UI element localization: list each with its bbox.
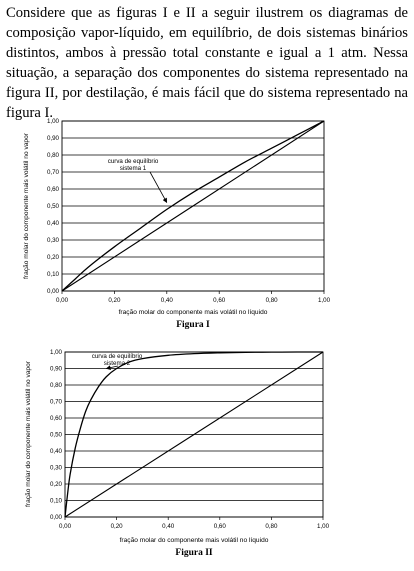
y-tick-label: 0,30 — [49, 464, 62, 472]
question-line: Considere que as figuras I e II a seguir ilustrem os diagramas — [6, 5, 389, 21]
x-tick-label: 0,60 — [213, 297, 226, 304]
y-tick-label: 0,00 — [49, 514, 62, 521]
y-tick-label: 0,50 — [49, 431, 62, 439]
annotation-arrow — [150, 172, 167, 203]
y-tick-label: 0,50 — [46, 203, 59, 210]
y-tick-label: 0,60 — [46, 186, 59, 193]
question-line: que do sistema representado na figura I. — [6, 85, 408, 121]
x-tick-label: 0,20 — [110, 523, 123, 530]
x-tick-label: 0,40 — [160, 297, 173, 304]
x-tick-label: 0,40 — [162, 523, 175, 530]
x-tick-label: 0,00 — [58, 523, 72, 530]
x-tick-label: 0,00 — [55, 297, 69, 304]
question-text — [6, 3, 408, 123]
y-tick-label: 0,80 — [49, 382, 62, 389]
figure-2-chart — [0, 346, 414, 571]
x-axis-label: fração molar do componente mais volátil no líquido — [119, 537, 269, 544]
x-tick-label: 0,80 — [265, 297, 278, 304]
y-tick-label: 0,80 — [46, 152, 59, 159]
curve-annotation: curva de equilíbrio sistema 2 — [91, 353, 143, 367]
curve-annotation: curva de equilíbrio sistema 1 — [107, 158, 159, 172]
y-tick-label: 0,40 — [46, 220, 59, 227]
y-axis-label: fração molar do componente mais volátil no vapor — [25, 361, 32, 507]
y-tick-label: 0,40 — [49, 448, 62, 455]
x-tick-label: 0,80 — [265, 523, 278, 530]
y-tick-label: 0,10 — [49, 497, 62, 505]
question-line: binários distintos, ambos à pressão total constante e igual a — [6, 25, 408, 61]
y-tick-label: 0,60 — [49, 415, 62, 422]
question-line: 1 atm. Nessa situação, a separação dos componentes do — [6, 45, 409, 81]
question-line: de composição vapor-líquido, em equilíbrio, de dois sistemas — [6, 5, 408, 41]
y-tick-label: 0,70 — [49, 398, 62, 406]
question-line: sistema representado na figura II, por destilação, é mais fácil — [6, 65, 408, 101]
y-tick-label: 0,10 — [46, 271, 59, 278]
x-tick-label: 1,00 — [316, 523, 330, 530]
y-tick-label: 1,00 — [46, 118, 59, 125]
y-axis-label: fração molar do componente mais volátil no vapor — [23, 133, 30, 279]
figure-caption: Figura I — [176, 320, 210, 330]
figure-caption: Figura II — [175, 548, 213, 558]
y-tick-label: 0,00 — [46, 288, 59, 295]
y-tick-label: 1,00 — [49, 349, 62, 356]
y-tick-label: 0,30 — [46, 237, 59, 244]
y-tick-label: 0,70 — [46, 169, 59, 176]
y-tick-label: 0,90 — [49, 365, 62, 373]
x-tick-label: 1,00 — [317, 297, 331, 304]
y-tick-label: 0,90 — [46, 135, 59, 142]
y-tick-label: 0,20 — [49, 481, 62, 488]
y-tick-label: 0,20 — [46, 254, 59, 261]
x-tick-label: 0,60 — [213, 523, 226, 530]
x-tick-label: 0,20 — [108, 297, 121, 304]
figure-1-chart — [0, 115, 414, 335]
x-axis-label: fração molar do componente mais volátil no líquido — [118, 309, 268, 316]
